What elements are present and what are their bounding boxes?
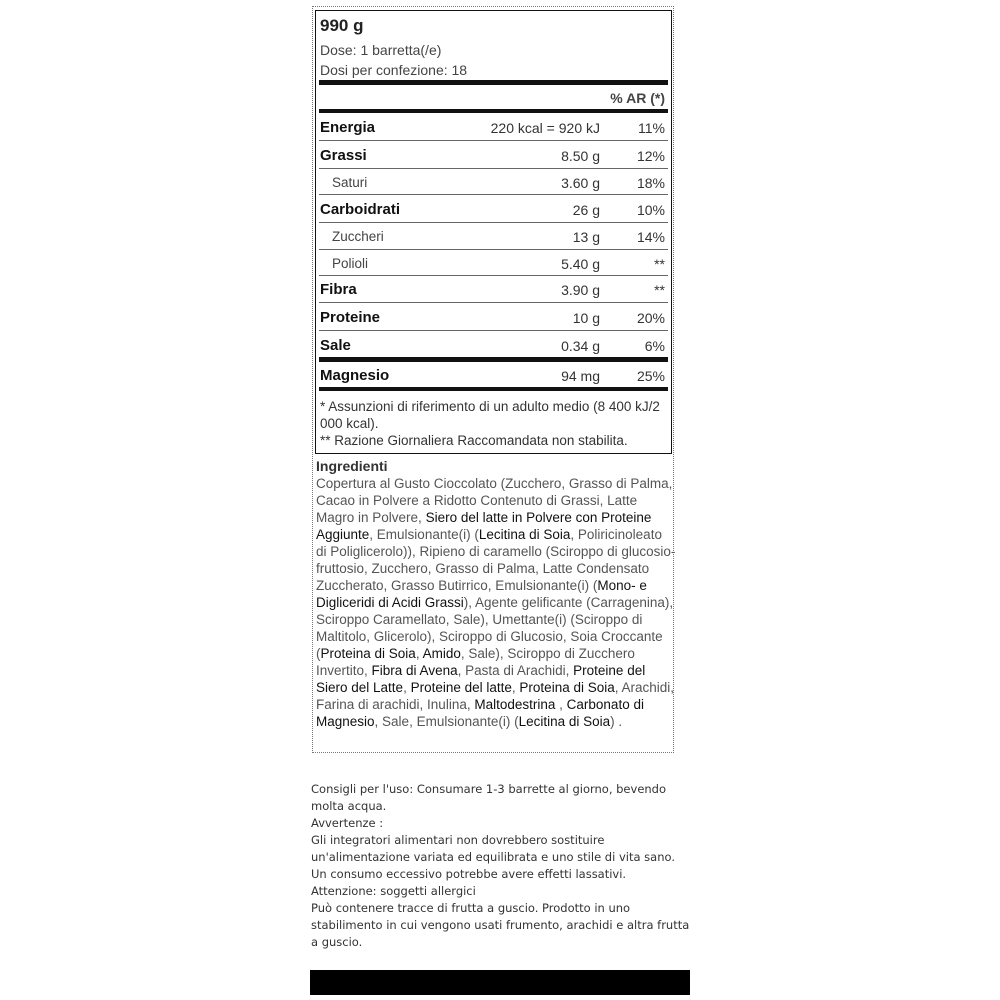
row-divider bbox=[319, 222, 668, 223]
ingredient-text: , bbox=[403, 680, 411, 695]
allergen-title: Attenzione: soggetti allergici bbox=[311, 884, 476, 898]
footnote-reference-intake: * Assunzioni di riferimento di un adulto medio (8 400 kJ/2 000 kcal). bbox=[320, 399, 660, 431]
allergen-highlight: Proteina di Soia bbox=[519, 680, 615, 695]
row-pct: 12% bbox=[636, 148, 665, 164]
usage-advice: Consigli per l'uso: Consumare 1-3 barrette al giorno, bevendo molta acqua. bbox=[311, 782, 667, 813]
serving-dose: Dose: 1 barretta(/e) bbox=[320, 42, 442, 58]
allergen-highlight: Proteina di Soia bbox=[320, 646, 416, 661]
row-value: 0.34 g bbox=[561, 338, 600, 354]
row-name: Carboidrati bbox=[320, 201, 401, 218]
row-pct: 25% bbox=[636, 368, 665, 384]
ingredient-text: , Sale, Emulsionante(i) ( bbox=[374, 714, 519, 729]
allergen-highlight: Maltodestrina bbox=[474, 697, 556, 712]
row-divider bbox=[319, 330, 668, 331]
row-value: 10 g bbox=[572, 310, 600, 326]
row-name: Polioli bbox=[332, 256, 369, 271]
ingredient-text: , bbox=[415, 646, 423, 661]
package-weight: 990 g bbox=[320, 16, 364, 35]
servings-per-package: Dosi per confezione: 18 bbox=[320, 62, 468, 78]
row-name: Fibra bbox=[320, 281, 357, 298]
ingredient-text: , Poliricinoleato di Poliglicerolo)), Ripieno di caramello (Sciroppo di glucosio-fruttosio, Zucchero, Grasso di Palma, Latte Condensato Zuccherato, Grasso Butirrico, Emulsionante(i) ( bbox=[316, 527, 676, 593]
ingredient-text: Copertura al Gusto Cioccolato (Zucchero, Grasso di Palma, Cacao in Polvere a Ridotto Contenuto di Grassi, Latte Magro in Polvere, bbox=[316, 476, 673, 525]
column-header-ar: % AR (*) bbox=[610, 90, 665, 106]
row-name: Zuccheri bbox=[332, 229, 384, 244]
row-pct: 14% bbox=[636, 229, 665, 245]
ingredient-text: , Pasta di Arachidi, bbox=[457, 663, 574, 678]
usage-section bbox=[311, 781, 691, 951]
divider-thick bbox=[319, 387, 668, 391]
bottom-black-band bbox=[310, 970, 690, 995]
row-name: Energia bbox=[320, 119, 376, 136]
row-divider bbox=[319, 168, 668, 169]
ingredient-text: , bbox=[555, 697, 567, 712]
row-value: 26 g bbox=[572, 202, 600, 218]
row-value: 13 g bbox=[572, 229, 600, 245]
ingredients-text bbox=[316, 475, 676, 730]
divider-thick bbox=[319, 109, 668, 113]
divider-thick bbox=[319, 80, 668, 85]
row-divider bbox=[319, 249, 668, 250]
ingredient-text: ) . bbox=[610, 714, 623, 729]
row-pct: ** bbox=[654, 282, 665, 298]
warnings-title: Avvertenze : bbox=[311, 816, 384, 830]
ingredients-section bbox=[316, 458, 676, 730]
row-name: Magnesio bbox=[320, 367, 390, 384]
row-name: Grassi bbox=[320, 147, 367, 164]
allergen-highlight: Fibra di Avena bbox=[371, 663, 458, 678]
ingredient-text: , Emulsionante(i) ( bbox=[369, 527, 479, 542]
row-divider bbox=[319, 302, 668, 303]
allergen-highlight: Lecitina di Soia bbox=[518, 714, 611, 729]
ingredient-text: , bbox=[511, 680, 520, 695]
row-value: 5.40 g bbox=[561, 256, 600, 272]
row-pct: 10% bbox=[636, 202, 665, 218]
row-name: Sale bbox=[320, 337, 351, 354]
row-pct: 11% bbox=[638, 120, 665, 136]
row-name: Proteine bbox=[320, 309, 381, 326]
ingredient-text: , Sale), Sciroppo di Zucchero Invertito, bbox=[316, 646, 635, 678]
allergen-highlight: Lecitina di Soia bbox=[478, 527, 571, 542]
divider-thick bbox=[319, 357, 668, 362]
row-value: 220 kcal = 920 kJ bbox=[490, 120, 600, 136]
row-divider bbox=[319, 275, 668, 276]
row-value: 8.50 g bbox=[561, 148, 600, 164]
ingredients-title: Ingredienti bbox=[316, 458, 388, 474]
row-pct: 6% bbox=[644, 338, 665, 354]
ingredient-text: ), Agente gelificante (Carragenina), Sciroppo Caramellato, Sale), Umettante(i) (Sciroppo di Maltitolo, Glicerolo), Sciroppo di Glucosio, Soia Croccante ( bbox=[316, 595, 674, 661]
warnings-text: Gli integratori alimentari non dovrebbero sostituire un'alimentazione variata ed equilibrata e uno stile di vita sano. Un consumo eccessivo potrebbe avere effetti lassativi. bbox=[311, 833, 675, 881]
row-value: 3.90 g bbox=[561, 282, 600, 298]
row-name: Saturi bbox=[332, 175, 368, 190]
row-divider bbox=[319, 194, 668, 195]
footnote-rda: ** Razione Giornaliera Raccomandata non stabilita. bbox=[320, 433, 628, 448]
row-value: 94 mg bbox=[561, 368, 600, 384]
allergen-text: Può contenere tracce di frutta a guscio. Prodotto in uno stabilimento in cui vengono usati frumento, arachidi e altra frutta a guscio. bbox=[311, 901, 690, 949]
allergen-highlight: Proteine del latte bbox=[410, 680, 512, 695]
allergen-highlight: Siero del latte in Polvere con Proteine Aggiunte bbox=[316, 510, 652, 542]
allergen-highlight: Mono- e Digliceridi di Acidi Grassi bbox=[316, 578, 647, 610]
row-value: 3.60 g bbox=[561, 175, 600, 191]
ingredient-text: , Arachidi, Farina di arachidi, Inulina, bbox=[316, 680, 675, 712]
allergen-highlight: Carbonato di Magnesio bbox=[316, 697, 644, 729]
nutrition-facts-table bbox=[315, 10, 672, 454]
allergen-highlight: Proteine del Siero del Latte bbox=[316, 663, 646, 695]
allergen-highlight: Amido bbox=[422, 646, 461, 661]
row-divider bbox=[319, 140, 668, 141]
row-pct: 18% bbox=[636, 175, 665, 191]
row-pct: ** bbox=[654, 256, 665, 272]
row-pct: 20% bbox=[636, 310, 665, 326]
